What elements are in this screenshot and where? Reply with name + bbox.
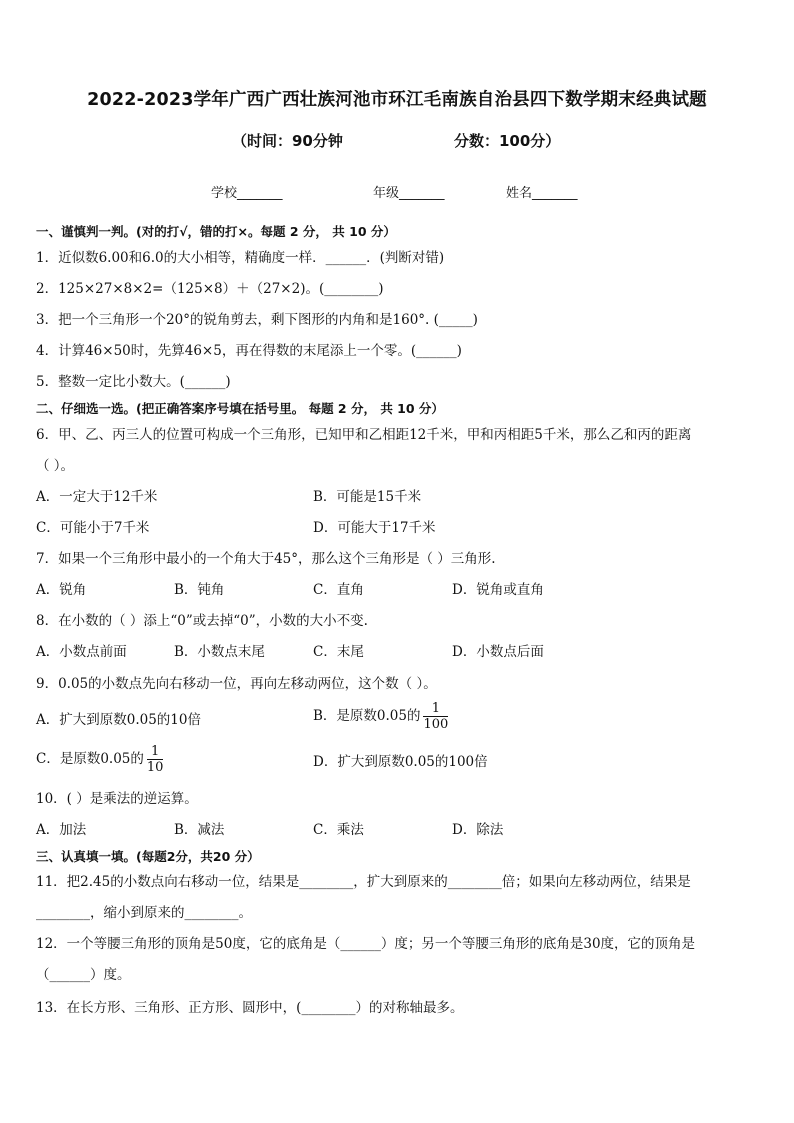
exam-title: 2022-2023学年广西广西壮族河池市环江毛南族自治县四下数学期末经典试题 — [87, 90, 707, 110]
q6-option-b: B．可能是15千米 — [313, 489, 422, 505]
section3-heading: 三、认真填一填。(每题2分，共20 分） — [36, 849, 260, 864]
question-8: 8．在小数的（ ）添上“0”或去掉“0”，小数的大小不变. — [36, 613, 368, 629]
q9-option-b — [313, 701, 448, 732]
q8-option-a: A．小数点前面 — [36, 644, 127, 660]
q7-option-b: B．钝角 — [174, 582, 225, 598]
q10-option-a: A．加法 — [36, 822, 87, 838]
grade-field: 年级_______ — [373, 186, 445, 201]
fraction-denominator: 10 — [146, 760, 164, 775]
q9-option-b-text: B．是原数0.05的 — [313, 708, 421, 724]
school-field: 学校_______ — [211, 186, 283, 201]
question-13: 13．在长方形、三角形、正方形、圆形中，(________）的对称轴最多。 — [36, 1000, 464, 1016]
fraction — [423, 701, 448, 732]
question-1: 1．近似数6.00和6.0的大小相等，精确度一样．______．(判断对错) — [36, 250, 445, 266]
q7-option-a: A．锐角 — [36, 582, 87, 598]
q9-option-a: A．扩大到原数0.05的10倍 — [36, 712, 201, 728]
question-5: 5．整数一定比小数大。(______) — [36, 374, 231, 390]
name-field: 姓名_______ — [506, 186, 578, 201]
time-label: （时间：90分钟 — [232, 132, 343, 150]
q10-option-c: C．乘法 — [313, 822, 364, 838]
q9-option-c-text: C．是原数0.05的 — [36, 751, 144, 767]
question-9: 9．0.05的小数点先向右移动一位，再向左移动两位，这个数（ ）。 — [36, 676, 437, 692]
fraction — [147, 744, 164, 775]
q6-option-c: C．可能小于7千米 — [36, 520, 150, 536]
fraction-numerator: 1 — [147, 744, 164, 760]
question-4: 4．计算46×50时，先算46×5，再在得数的末尾添上一个零。(______) — [36, 343, 462, 359]
question-12-line1: 12．一个等腰三角形的顶角是50度，它的底角是（______）度；另一个等腰三角形的底角是30度，它的顶角是 — [36, 936, 696, 952]
fraction-denominator: 100 — [423, 717, 449, 732]
q6-option-a: A．一定大于12千米 — [36, 489, 158, 505]
section1-heading: 一、谨慎判一判。(对的打√，错的打×。每题 2 分， 共 10 分） — [36, 224, 396, 239]
q7-option-c: C．直角 — [313, 582, 364, 598]
question-6-line1: 6．甲、乙、丙三人的位置可构成一个三角形，已知甲和乙相距12千米，甲和丙相距5千米，那么乙和丙的距离 — [36, 427, 692, 443]
q8-option-b: B．小数点末尾 — [174, 644, 265, 660]
question-3: 3．把一个三角形一个20°的锐角剪去，剩下图形的内角和是160°. (_____) — [36, 312, 478, 328]
question-6-line2: （ ）。 — [36, 458, 75, 474]
question-7: 7．如果一个三角形中最小的一个角大于45°，那么这个三角形是（ ）三角形. — [36, 551, 496, 567]
q9-option-d: D．扩大到原数0.05的100倍 — [313, 754, 488, 770]
question-2: 2．125×27×8×2=（125×8）＋（27×2)。(________) — [36, 281, 384, 297]
q8-option-c: C．末尾 — [313, 644, 364, 660]
q7-option-d: D．锐角或直角 — [452, 582, 544, 598]
q8-option-d: D．小数点后面 — [452, 644, 544, 660]
q9-option-c — [36, 744, 163, 775]
question-12-line2: （______）度。 — [36, 967, 131, 983]
question-11-line2: ________，缩小到原来的________。 — [36, 905, 252, 921]
question-10: 10．( ）是乘法的逆运算。 — [36, 791, 198, 807]
question-11-line1: 11．把2.45的小数点向右移动一位，结果是________，扩大到原来的________倍；如果向左移动两位，结果是 — [36, 874, 691, 890]
q10-option-d: D．除法 — [452, 822, 504, 838]
fraction-numerator: 1 — [423, 701, 448, 717]
q10-option-b: B．减法 — [174, 822, 225, 838]
score-label: 分数：100分） — [454, 132, 561, 150]
q6-option-d: D．可能大于17千米 — [313, 520, 436, 536]
section2-heading: 二、仔细选一选。(把正确答案序号填在括号里。 每题 2 分， 共 10 分） — [36, 401, 444, 416]
